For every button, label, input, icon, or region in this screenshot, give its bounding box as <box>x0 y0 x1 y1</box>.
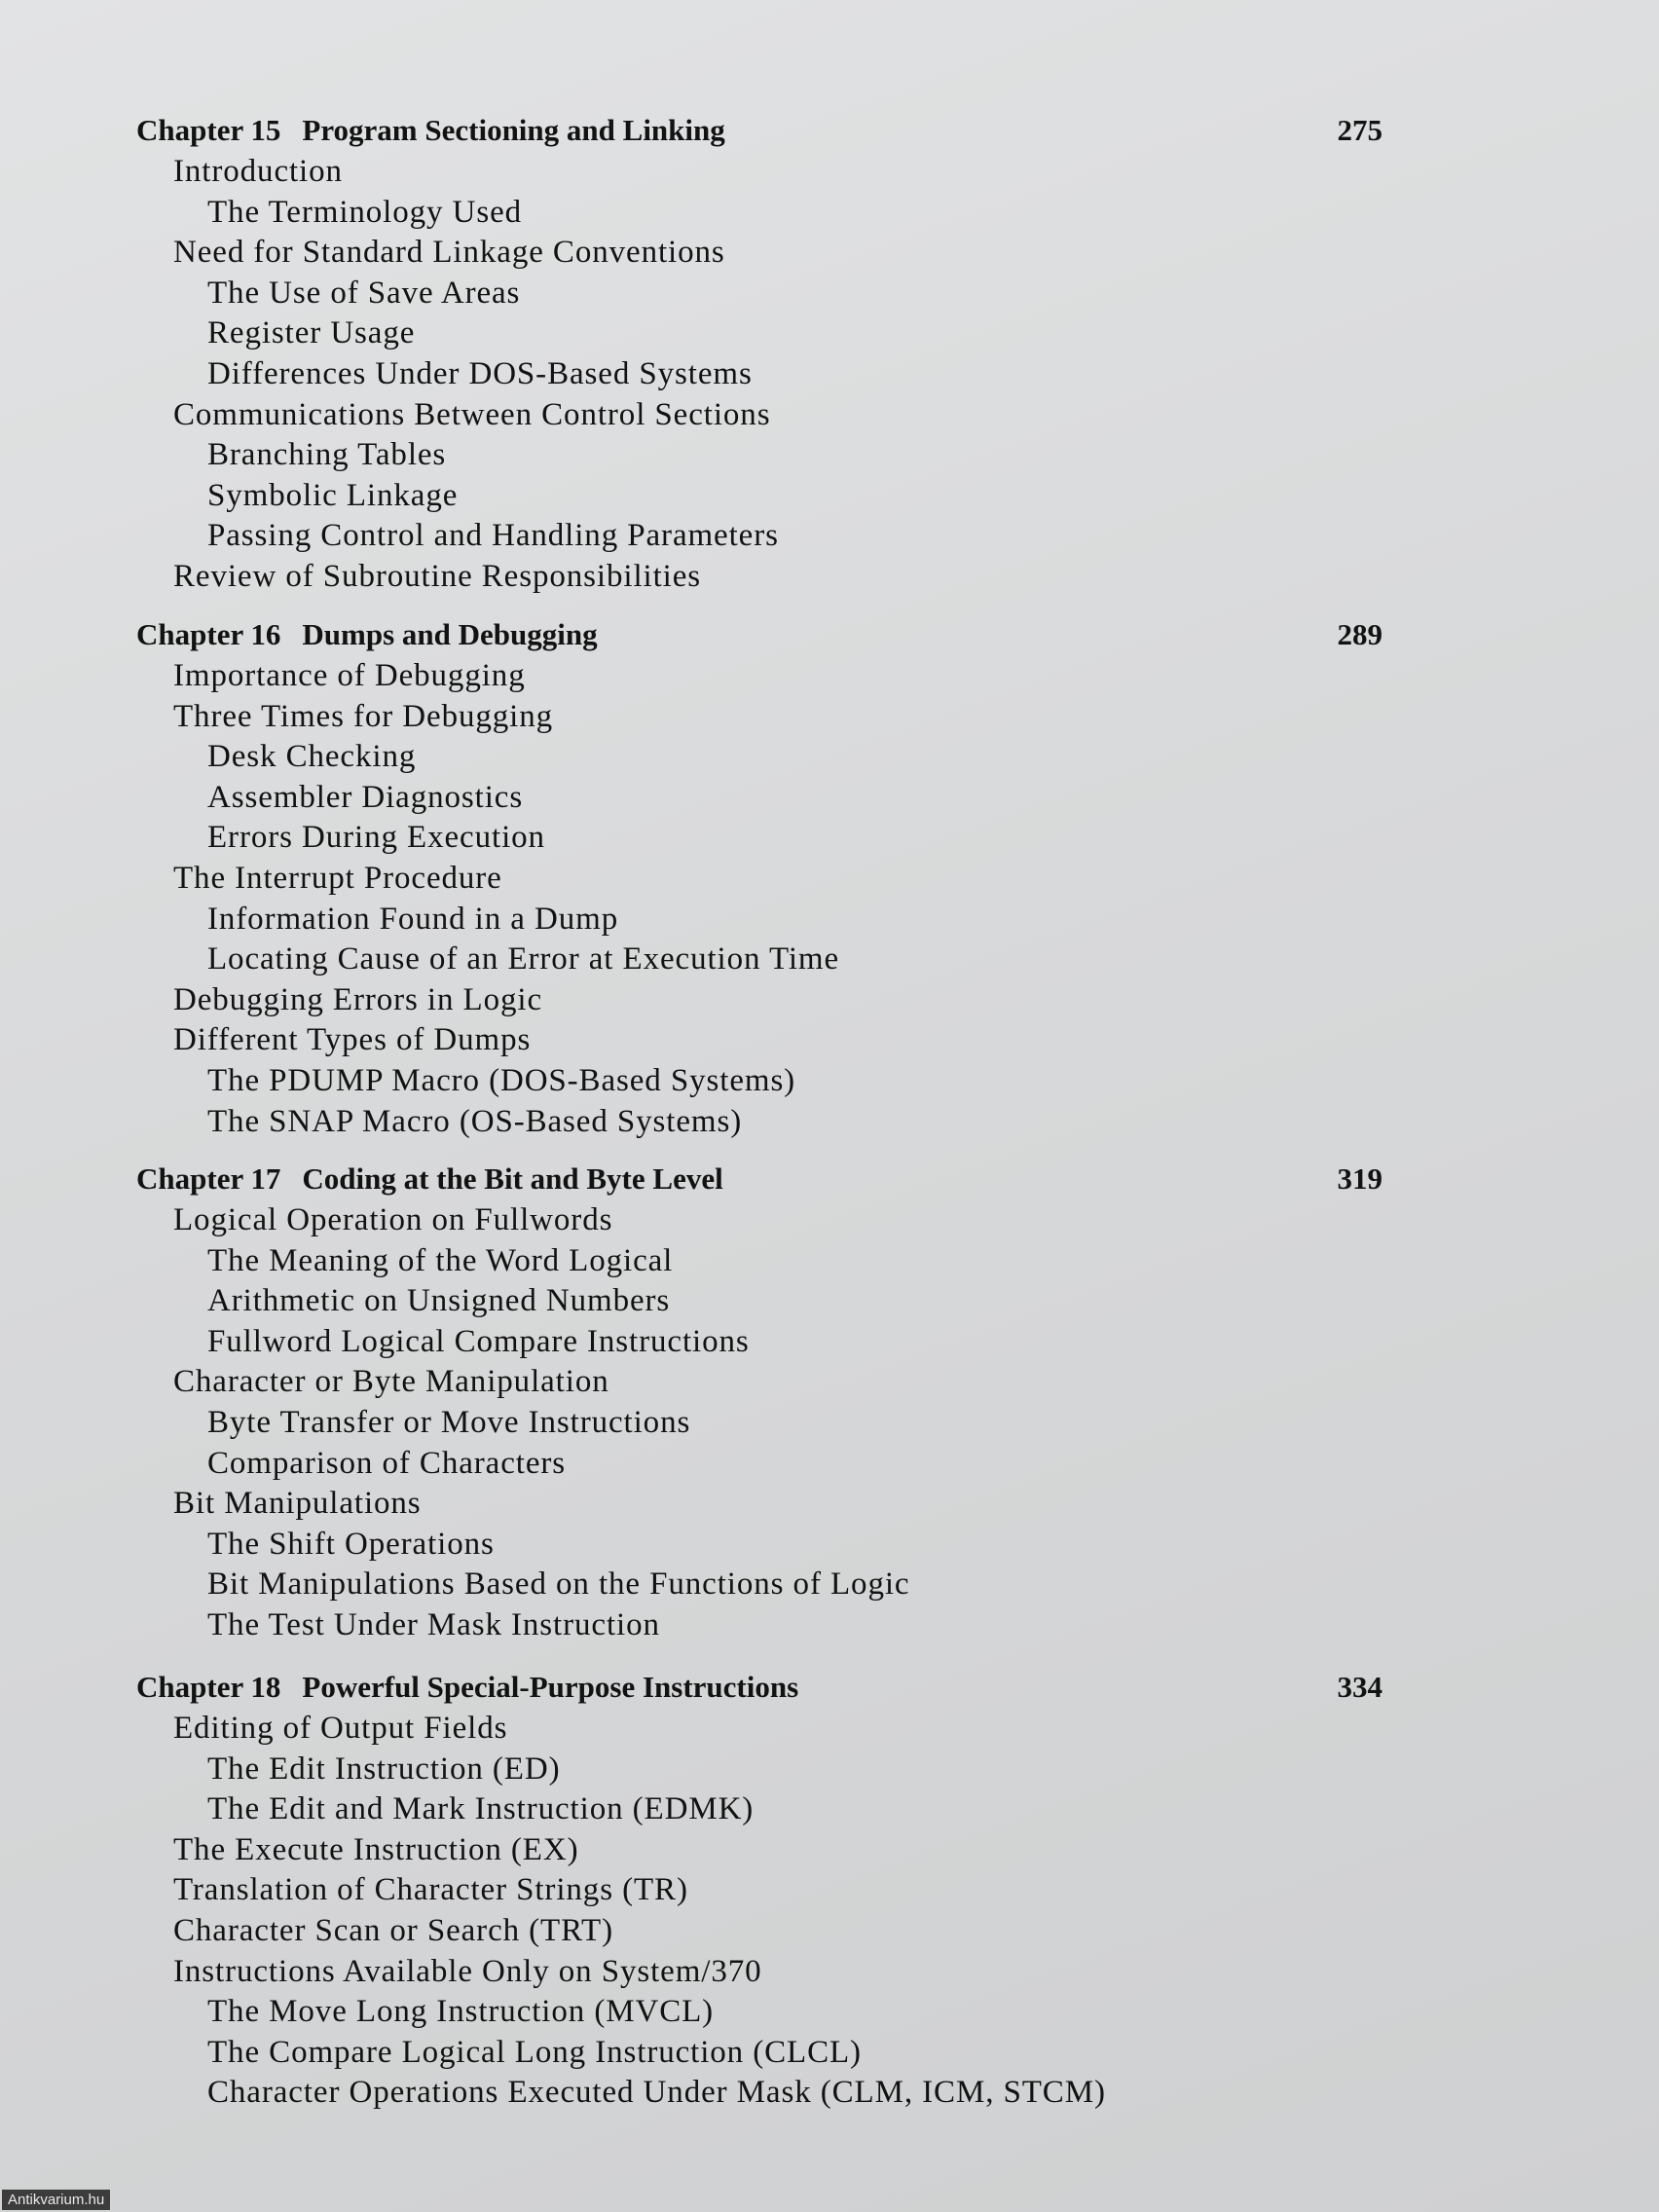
chapter-entries <box>136 1709 1382 2114</box>
toc-subsection-entry: Locating Cause of an Error at Execution Time <box>207 941 840 977</box>
toc-section-entry: Character or Byte Manipulation <box>173 1364 609 1400</box>
toc-subsection-entry: Comparison of Characters <box>207 1445 567 1481</box>
toc-section-entry: The Interrupt Procedure <box>173 860 502 896</box>
chapter-title: Coding at the Bit and Byte Level <box>302 1161 723 1196</box>
toc-subsection-entry: The PDUMP Macro (DOS-Based Systems) <box>207 1062 796 1098</box>
toc-subsection-entry: The Compare Logical Long Instruction (CLCL) <box>207 2034 862 2070</box>
toc-subsection-entry: The Test Under Mask Instruction <box>207 1606 660 1642</box>
toc-subsection-entry: Differences Under DOS-Based Systems <box>207 355 753 391</box>
chapter-page-number: 319 <box>1337 1161 1382 1196</box>
toc-subsection-entry: Information Found in a Dump <box>207 901 619 937</box>
chapter-number: Chapter 15 <box>136 113 281 147</box>
toc-subsection-entry: Bit Manipulations Based on the Functions of Logic <box>207 1567 910 1603</box>
toc-section-entry: Editing of Output Fields <box>173 1711 508 1746</box>
toc-section-entry: Communications Between Control Sections <box>173 396 771 432</box>
toc-subsection-entry: The SNAP Macro (OS-Based Systems) <box>207 1103 743 1139</box>
toc-subsection-entry: The Shift Operations <box>207 1526 495 1562</box>
toc-section-entry: Translation of Character Strings (TR) <box>173 1872 688 1908</box>
chapter-page-number: 334 <box>1337 1670 1382 1704</box>
toc-subsection-entry: Symbolic Linkage <box>207 477 459 513</box>
toc-section-entry: Bit Manipulations <box>173 1486 422 1522</box>
chapter-heading <box>136 1158 1382 1200</box>
toc-subsection-entry: Arithmetic on Unsigned Numbers <box>207 1283 671 1319</box>
toc-subsection-entry: Character Operations Executed Under Mask (CLM, ICM, STCM) <box>207 2075 1106 2111</box>
chapter-number: Chapter 16 <box>136 617 281 651</box>
toc-subsection-entry: Fullword Logical Compare Instructions <box>207 1323 750 1359</box>
chapter-entries <box>136 1200 1382 1646</box>
toc-section-entry: Introduction <box>173 154 343 189</box>
chapter-page-number: 289 <box>1337 617 1382 651</box>
chapter-17-section <box>136 1158 1382 1646</box>
toc-subsection-entry: Passing Control and Handling Parameters <box>207 518 779 554</box>
chapter-heading <box>136 613 1382 656</box>
chapter-15-section <box>136 109 1382 598</box>
toc-subsection-entry: The Use of Save Areas <box>207 275 521 311</box>
toc-subsection-entry: Assembler Diagnostics <box>207 779 524 815</box>
chapter-16-section <box>136 613 1382 1142</box>
chapter-page-number: 275 <box>1337 113 1382 147</box>
toc-subsection-entry: The Move Long Instruction (MVCL) <box>207 1994 715 2030</box>
toc-subsection-entry: Register Usage <box>207 315 416 351</box>
toc-subsection-entry: The Edit and Mark Instruction (EDMK) <box>207 1791 755 1827</box>
toc-section-entry: The Execute Instruction (EX) <box>173 1831 579 1867</box>
chapter-entries <box>136 656 1382 1142</box>
chapter-number: Chapter 17 <box>136 1161 281 1196</box>
chapter-title: Dumps and Debugging <box>302 617 598 651</box>
toc-section-entry: Review of Subroutine Responsibilities <box>173 558 702 594</box>
chapter-heading <box>136 109 1382 152</box>
toc-subsection-entry: The Terminology Used <box>207 194 523 230</box>
chapter-number: Chapter 18 <box>136 1670 281 1704</box>
toc-section-entry: Need for Standard Linkage Conventions <box>173 235 725 271</box>
chapter-18-section <box>136 1666 1382 2114</box>
toc-subsection-entry: Desk Checking <box>207 739 417 775</box>
toc-section-entry: Debugging Errors in Logic <box>173 981 543 1017</box>
toc-section-entry: Instructions Available Only on System/370 <box>173 1953 762 1989</box>
toc-subsection-entry: Branching Tables <box>207 437 447 473</box>
chapter-entries <box>136 152 1382 598</box>
toc-subsection-entry: The Edit Instruction (ED) <box>207 1751 561 1787</box>
toc-section-entry: Three Times for Debugging <box>173 698 554 734</box>
chapter-title: Program Sectioning and Linking <box>302 113 725 147</box>
toc-section-entry: Different Types of Dumps <box>173 1022 532 1058</box>
toc-subsection-entry: Errors During Execution <box>207 820 545 856</box>
toc-subsection-entry: Byte Transfer or Move Instructions <box>207 1404 691 1440</box>
toc-section-entry: Logical Operation on Fullwords <box>173 1202 613 1237</box>
toc-subsection-entry: The Meaning of the Word Logical <box>207 1242 674 1278</box>
site-watermark: Antikvarium.hu <box>2 2190 110 2210</box>
chapter-title: Powerful Special-Purpose Instructions <box>302 1670 799 1704</box>
toc-section-entry: Importance of Debugging <box>173 658 526 693</box>
chapter-heading <box>136 1666 1382 1709</box>
toc-section-entry: Character Scan or Search (TRT) <box>173 1912 613 1948</box>
